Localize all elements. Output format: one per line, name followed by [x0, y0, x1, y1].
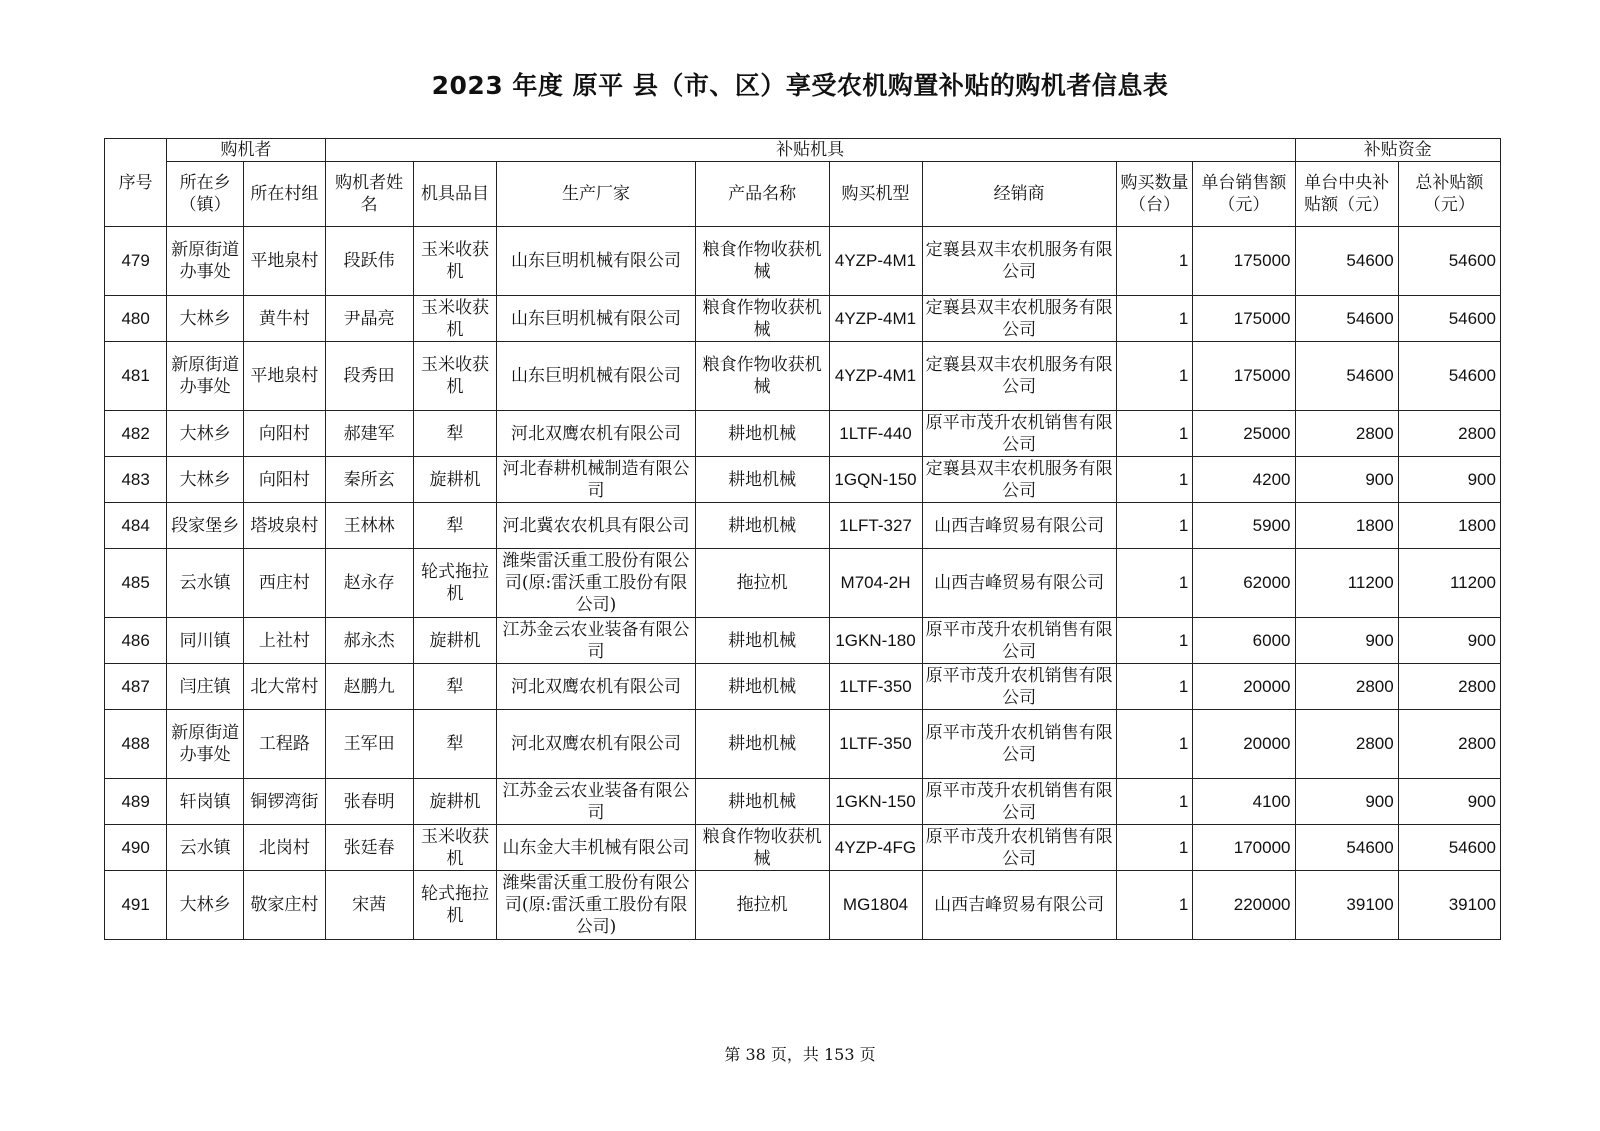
- cell-subsidy: 1800: [1295, 503, 1398, 549]
- cell-seq: 482: [105, 411, 167, 457]
- cell-qty: 1: [1116, 825, 1193, 871]
- header-town: 所在乡（镇）: [167, 162, 244, 227]
- cell-product: 拖拉机: [695, 549, 829, 618]
- cell-village: 向阳村: [243, 411, 325, 457]
- cell-category: 犁: [413, 411, 497, 457]
- cell-product: 耕地机械: [695, 664, 829, 710]
- cell-town: 大林乡: [167, 871, 244, 940]
- cell-maker: 河北双鹰农机有限公司: [497, 664, 695, 710]
- cell-village: 北大常村: [243, 664, 325, 710]
- cell-price: 5900: [1193, 503, 1295, 549]
- cell-seq: 483: [105, 457, 167, 503]
- cell-category: 犁: [413, 664, 497, 710]
- cell-subsidy: 2800: [1295, 664, 1398, 710]
- header-product: 产品名称: [695, 162, 829, 227]
- cell-name: 宋茜: [325, 871, 413, 940]
- cell-town: 轩岗镇: [167, 779, 244, 825]
- cell-name: 王军田: [325, 710, 413, 779]
- cell-model: MG1804: [829, 871, 922, 940]
- cell-maker: 河北双鹰农机有限公司: [497, 411, 695, 457]
- cell-product: 耕地机械: [695, 411, 829, 457]
- cell-total: 39100: [1398, 871, 1500, 940]
- cell-dealer: 定襄县双丰农机服务有限公司: [922, 342, 1116, 411]
- cell-name: 赵鹏九: [325, 664, 413, 710]
- cell-dealer: 原平市茂升农机销售有限公司: [922, 779, 1116, 825]
- header-maker: 生产厂家: [497, 162, 695, 227]
- header-village: 所在村组: [243, 162, 325, 227]
- cell-category: 玉米收获机: [413, 342, 497, 411]
- cell-town: 闫庄镇: [167, 664, 244, 710]
- cell-name: 尹晶亮: [325, 296, 413, 342]
- cell-total: 1800: [1398, 503, 1500, 549]
- cell-product: 耕地机械: [695, 618, 829, 664]
- cell-price: 220000: [1193, 871, 1295, 940]
- cell-seq: 489: [105, 779, 167, 825]
- cell-seq: 481: [105, 342, 167, 411]
- cell-total: 2800: [1398, 664, 1500, 710]
- cell-maker: 河北春耕机械制造有限公司: [497, 457, 695, 503]
- cell-model: 1LFT-327: [829, 503, 922, 549]
- cell-price: 4100: [1193, 779, 1295, 825]
- cell-dealer: 原平市茂升农机销售有限公司: [922, 710, 1116, 779]
- cell-village: 铜锣湾街: [243, 779, 325, 825]
- cell-model: M704-2H: [829, 549, 922, 618]
- cell-model: 1LTF-350: [829, 710, 922, 779]
- header-category: 机具品目: [413, 162, 497, 227]
- cell-town: 大林乡: [167, 296, 244, 342]
- cell-model: 1GKN-180: [829, 618, 922, 664]
- cell-qty: 1: [1116, 664, 1193, 710]
- cell-seq: 479: [105, 227, 167, 296]
- cell-name: 张廷春: [325, 825, 413, 871]
- cell-total: 2800: [1398, 411, 1500, 457]
- cell-dealer: 定襄县双丰农机服务有限公司: [922, 457, 1116, 503]
- header-subsidy: 单台中央补贴额（元）: [1295, 162, 1398, 227]
- cell-model: 4YZP-4M1: [829, 296, 922, 342]
- cell-total: 2800: [1398, 710, 1500, 779]
- cell-seq: 484: [105, 503, 167, 549]
- cell-village: 西庄村: [243, 549, 325, 618]
- cell-price: 175000: [1193, 227, 1295, 296]
- cell-village: 黄牛村: [243, 296, 325, 342]
- header-dealer: 经销商: [922, 162, 1116, 227]
- cell-dealer: 原平市茂升农机销售有限公司: [922, 664, 1116, 710]
- cell-qty: 1: [1116, 549, 1193, 618]
- cell-town: 新原街道办事处: [167, 342, 244, 411]
- subsidy-table: [104, 138, 1501, 940]
- cell-qty: 1: [1116, 457, 1193, 503]
- cell-total: 11200: [1398, 549, 1500, 618]
- cell-subsidy: 11200: [1295, 549, 1398, 618]
- cell-village: 平地泉村: [243, 227, 325, 296]
- cell-name: 段秀田: [325, 342, 413, 411]
- cell-town: 云水镇: [167, 549, 244, 618]
- cell-qty: 1: [1116, 618, 1193, 664]
- header-group-buyer: 购机者: [167, 139, 325, 162]
- cell-seq: 485: [105, 549, 167, 618]
- cell-village: 敬家庄村: [243, 871, 325, 940]
- cell-product: 粮食作物收获机械: [695, 296, 829, 342]
- cell-town: 大林乡: [167, 411, 244, 457]
- header-price: 单台销售额（元）: [1193, 162, 1295, 227]
- cell-price: 20000: [1193, 664, 1295, 710]
- cell-total: 54600: [1398, 342, 1500, 411]
- cell-total: 900: [1398, 457, 1500, 503]
- cell-model: 4YZP-4M1: [829, 227, 922, 296]
- table-row: [105, 549, 1501, 618]
- cell-village: 塔坡泉村: [243, 503, 325, 549]
- cell-category: 旋耕机: [413, 457, 497, 503]
- cell-town: 大林乡: [167, 457, 244, 503]
- cell-category: 犁: [413, 710, 497, 779]
- cell-model: 1LTF-440: [829, 411, 922, 457]
- header-group-funds: 补贴资金: [1295, 139, 1501, 162]
- cell-dealer: 原平市茂升农机销售有限公司: [922, 825, 1116, 871]
- table-row: [105, 779, 1501, 825]
- cell-subsidy: 900: [1295, 779, 1398, 825]
- header-model: 购买机型: [829, 162, 922, 227]
- cell-product: 粮食作物收获机械: [695, 825, 829, 871]
- cell-category: 犁: [413, 503, 497, 549]
- table-row: [105, 618, 1501, 664]
- cell-qty: 1: [1116, 710, 1193, 779]
- cell-price: 25000: [1193, 411, 1295, 457]
- cell-name: 张春明: [325, 779, 413, 825]
- header-total: 总补贴额（元）: [1398, 162, 1500, 227]
- cell-subsidy: 54600: [1295, 227, 1398, 296]
- cell-qty: 1: [1116, 411, 1193, 457]
- table-row: [105, 825, 1501, 871]
- cell-village: 向阳村: [243, 457, 325, 503]
- cell-town: 段家堡乡: [167, 503, 244, 549]
- cell-dealer: 原平市茂升农机销售有限公司: [922, 618, 1116, 664]
- table-row: [105, 296, 1501, 342]
- cell-maker: 河北冀农农机具有限公司: [497, 503, 695, 549]
- cell-subsidy: 54600: [1295, 342, 1398, 411]
- cell-maker: 山东巨明机械有限公司: [497, 342, 695, 411]
- cell-village: 平地泉村: [243, 342, 325, 411]
- cell-seq: 491: [105, 871, 167, 940]
- cell-dealer: 定襄县双丰农机服务有限公司: [922, 227, 1116, 296]
- cell-name: 赵永存: [325, 549, 413, 618]
- cell-dealer: 山西吉峰贸易有限公司: [922, 503, 1116, 549]
- cell-qty: 1: [1116, 227, 1193, 296]
- cell-price: 4200: [1193, 457, 1295, 503]
- cell-subsidy: 54600: [1295, 296, 1398, 342]
- table-row: [105, 664, 1501, 710]
- cell-maker: 山东金大丰机械有限公司: [497, 825, 695, 871]
- cell-subsidy: 2800: [1295, 411, 1398, 457]
- cell-total: 900: [1398, 779, 1500, 825]
- cell-total: 54600: [1398, 227, 1500, 296]
- table-row: [105, 710, 1501, 779]
- cell-dealer: 山西吉峰贸易有限公司: [922, 549, 1116, 618]
- cell-qty: 1: [1116, 871, 1193, 940]
- cell-model: 1LTF-350: [829, 664, 922, 710]
- table-row: [105, 503, 1501, 549]
- cell-category: 轮式拖拉机: [413, 871, 497, 940]
- cell-seq: 488: [105, 710, 167, 779]
- cell-model: 4YZP-4M1: [829, 342, 922, 411]
- header-qty: 购买数量（台）: [1116, 162, 1193, 227]
- cell-name: 郝建军: [325, 411, 413, 457]
- cell-town: 同川镇: [167, 618, 244, 664]
- cell-category: 旋耕机: [413, 779, 497, 825]
- table-row: [105, 342, 1501, 411]
- cell-subsidy: 900: [1295, 618, 1398, 664]
- cell-name: 段跃伟: [325, 227, 413, 296]
- cell-maker: 江苏金云农业装备有限公司: [497, 779, 695, 825]
- cell-seq: 486: [105, 618, 167, 664]
- cell-town: 新原街道办事处: [167, 227, 244, 296]
- header-group-machine: 补贴机具: [325, 139, 1295, 162]
- cell-total: 54600: [1398, 296, 1500, 342]
- cell-name: 郝永杰: [325, 618, 413, 664]
- cell-price: 20000: [1193, 710, 1295, 779]
- cell-subsidy: 2800: [1295, 710, 1398, 779]
- cell-qty: 1: [1116, 296, 1193, 342]
- cell-model: 1GQN-150: [829, 457, 922, 503]
- cell-model: 1GKN-150: [829, 779, 922, 825]
- cell-price: 175000: [1193, 342, 1295, 411]
- cell-dealer: 原平市茂升农机销售有限公司: [922, 411, 1116, 457]
- cell-product: 拖拉机: [695, 871, 829, 940]
- cell-price: 170000: [1193, 825, 1295, 871]
- cell-subsidy: 39100: [1295, 871, 1398, 940]
- cell-maker: 河北双鹰农机有限公司: [497, 710, 695, 779]
- cell-product: 粮食作物收获机械: [695, 342, 829, 411]
- cell-model: 4YZP-4FG: [829, 825, 922, 871]
- cell-product: 耕地机械: [695, 779, 829, 825]
- cell-price: 62000: [1193, 549, 1295, 618]
- cell-dealer: 山西吉峰贸易有限公司: [922, 871, 1116, 940]
- cell-qty: 1: [1116, 503, 1193, 549]
- cell-maker: 潍柴雷沃重工股份有限公司(原:雷沃重工股份有限公司): [497, 549, 695, 618]
- table-row: [105, 871, 1501, 940]
- cell-maker: 山东巨明机械有限公司: [497, 227, 695, 296]
- cell-subsidy: 900: [1295, 457, 1398, 503]
- cell-product: 耕地机械: [695, 503, 829, 549]
- cell-price: 6000: [1193, 618, 1295, 664]
- cell-town: 新原街道办事处: [167, 710, 244, 779]
- cell-seq: 490: [105, 825, 167, 871]
- cell-subsidy: 54600: [1295, 825, 1398, 871]
- cell-total: 54600: [1398, 825, 1500, 871]
- cell-qty: 1: [1116, 342, 1193, 411]
- cell-total: 900: [1398, 618, 1500, 664]
- cell-seq: 480: [105, 296, 167, 342]
- cell-name: 秦所玄: [325, 457, 413, 503]
- cell-product: 粮食作物收获机械: [695, 227, 829, 296]
- cell-maker: 江苏金云农业装备有限公司: [497, 618, 695, 664]
- cell-maker: 山东巨明机械有限公司: [497, 296, 695, 342]
- table-row: [105, 227, 1501, 296]
- cell-dealer: 定襄县双丰农机服务有限公司: [922, 296, 1116, 342]
- cell-seq: 487: [105, 664, 167, 710]
- header-seq: 序号: [105, 139, 167, 227]
- cell-price: 175000: [1193, 296, 1295, 342]
- cell-product: 耕地机械: [695, 710, 829, 779]
- cell-village: 上社村: [243, 618, 325, 664]
- cell-category: 旋耕机: [413, 618, 497, 664]
- cell-name: 王林林: [325, 503, 413, 549]
- cell-qty: 1: [1116, 779, 1193, 825]
- table-row: [105, 411, 1501, 457]
- cell-category: 玉米收获机: [413, 296, 497, 342]
- table-row: [105, 457, 1501, 503]
- cell-product: 耕地机械: [695, 457, 829, 503]
- header-buyer-name: 购机者姓名: [325, 162, 413, 227]
- cell-maker: 潍柴雷沃重工股份有限公司(原:雷沃重工股份有限公司): [497, 871, 695, 940]
- page-title: 2023 年度 原平 县（市、区）享受农机购置补贴的购机者信息表: [431, 71, 1169, 100]
- page-footer: 第 38 页，共 153 页: [724, 1045, 876, 1064]
- cell-village: 北岗村: [243, 825, 325, 871]
- cell-town: 云水镇: [167, 825, 244, 871]
- cell-category: 玉米收获机: [413, 227, 497, 296]
- cell-village: 工程路: [243, 710, 325, 779]
- cell-category: 玉米收获机: [413, 825, 497, 871]
- cell-category: 轮式拖拉机: [413, 549, 497, 618]
